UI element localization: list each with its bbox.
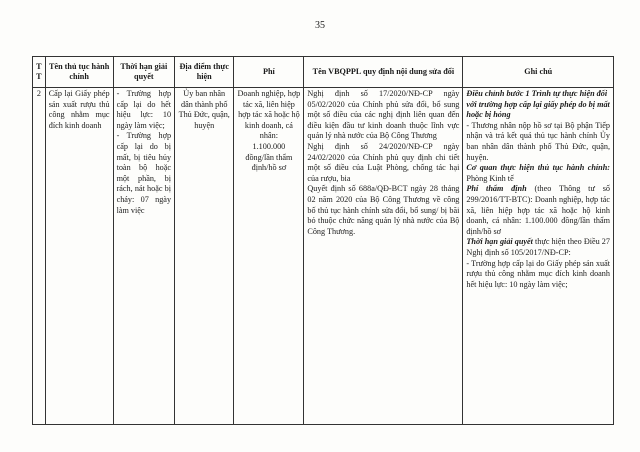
note-agency — [466, 163, 610, 184]
header-location: Địa điểm thực hiện — [175, 57, 234, 88]
note-title: Điều chỉnh bước 1 Trình tự thực hiện đối với trường hợp cấp lại giấy phép do bị mất hoặc bị hỏng — [466, 89, 610, 120]
row-location: Ủy ban nhân dân thành phố Thủ Đức, quận, huyện — [175, 88, 234, 425]
header-procedure-name: Tên thủ tục hành chính — [45, 57, 113, 88]
note-time-item: - Trường hợp cấp lại do Giấy phép sản xuất rượu thủ công nhằm mục đích kinh doanh hết hiệu lực: 10 ngày làm việc; — [466, 258, 610, 289]
row-legal-documents — [304, 88, 463, 425]
row-stt: 2 — [33, 88, 46, 425]
note-time — [466, 237, 610, 258]
legal-decree-24: Nghị định số 24/2020/NĐ-CP ngày 24/02/2020 của Chính phủ quy định chi tiết một số điều của Luật Phòng, chống tác hại của rượu, bia — [307, 141, 460, 183]
note-fee — [466, 184, 610, 237]
note-fee-value: (theo Thông tư số 299/2016/TT-BTC): Doanh nghiệp, hợp tác xã, liên hiệp hợp tác xã hoặc hộ kinh doanh, cá nhân: 1.100.000 đồng/lần thẩm định/hồ sơ — [466, 184, 610, 236]
page-number: 35 — [315, 20, 325, 31]
procedure-table — [32, 56, 614, 425]
header-note: Ghi chú — [463, 57, 614, 88]
note-time-label: Thời hạn giải quyết — [466, 237, 533, 247]
row-note — [463, 88, 614, 425]
fee-applicants: Doanh nghiệp, hợp tác xã, liên hiệp hợp tác xã hoặc hộ kinh doanh, cá nhân: — [237, 89, 301, 141]
time-lost-damaged-case: - Trường hợp cấp lại do bị mất, bị tiêu hủy toàn bộ hoặc một phần, bị rách, nát hoặc bị cháy: 07 ngày làm việc — [116, 131, 172, 215]
header-fee: Phí — [234, 57, 304, 88]
note-fee-label: Phí thẩm định — [466, 184, 527, 194]
header-legal-document: Tên VBQPPL quy định nội dung sửa đổi — [304, 57, 463, 88]
time-expired-case: - Trường hợp cấp lại do hết hiệu lực: 10 ngày làm việc; — [116, 89, 172, 130]
row-processing-time — [113, 88, 174, 425]
header-processing-time: Thời hạn giải quyết — [113, 57, 174, 88]
row-procedure-name: Cấp lại Giấy phép sản xuất rượu thủ công nhằm mục đích kinh doanh — [45, 88, 113, 425]
legal-decision-688a: Quyết định số 688a/QĐ-BCT ngày 28 tháng 02 năm 2020 của Bộ Công Thương về công bố thủ tục hành chính sửa đổi, bổ sung/ bị bãi bỏ thuộc chức năng quản lý nhà nước của Bộ Công Thương. — [307, 184, 460, 236]
note-submission: - Thương nhân nộp hồ sơ tại Bộ phận Tiếp nhận và trả kết quả thủ tục hành chính Ủy ban nhân dân thành phố Thủ Đức, quận, huyện. — [466, 120, 610, 162]
note-agency-label: Cơ quan thực hiện thủ tục hành chính: — [466, 163, 610, 173]
table-row — [33, 88, 614, 425]
legal-decree-17: Nghị định số 17/2020/NĐ-CP ngày 05/02/2020 của Chính phủ sửa đổi, bổ sung một số điều của các nghị định liên quan đến điều kiện đầu tư kinh doanh thuộc lĩnh vực quản lý nhà nước của Bộ Công Thương — [307, 89, 460, 141]
fee-amount: 1.100.000 đồng/lần thẩm định/hồ sơ — [245, 141, 293, 173]
header-stt: T T — [33, 57, 46, 88]
note-agency-value: Phòng Kinh tế — [466, 173, 514, 183]
table-header-row — [33, 57, 614, 88]
row-fee — [234, 88, 304, 425]
note-time-value: thực hiện theo Điều 27 Nghị định số 105/2017/NĐ-CP: — [466, 237, 610, 257]
